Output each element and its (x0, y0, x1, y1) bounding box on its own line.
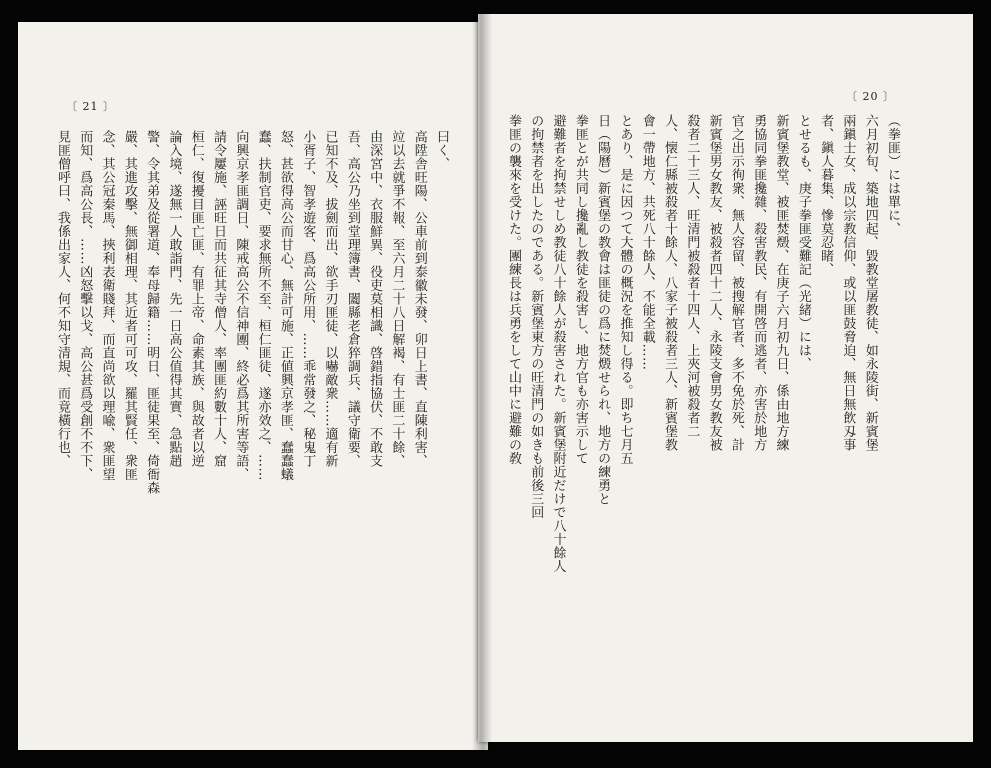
text-column: 請令屢施、誣旺日而共征其寺僧人、率團匪約數十人、窟 (211, 130, 227, 468)
text-column: 而知、爲高公長、……凶怒擊以戈、高公甚爲受創不不下、 (77, 130, 93, 481)
text-column: 新賓堡男女教友、被殺者四十二人、永陵支會男女教友被 (706, 114, 722, 452)
text-column: 蠢、扶制官吏、要求無所不至、桓仁匪徒、遂亦效之、…… (255, 130, 271, 481)
text-column: 會一帶地方、共死八十餘人、不能全載…… (639, 114, 655, 371)
text-column: 念、其公冠秦馬、挾利表衛賤拜、而直尚欲以理喩、衆匪望 (99, 130, 115, 481)
text-column: 新賓堡教堂、被匪焚燬、在庚子六月初九日、係由地方練 (773, 114, 789, 452)
text-column: とあり、是に因つて大體の概況を推知し得る。即ち七月五 (617, 114, 633, 465)
text-column: 竝以去就爭不報、至六月二十八日解褐、有士匪二十餘、 (389, 130, 405, 468)
text-column (495, 114, 502, 726)
text-column: 吾、高公乃坐到堂理簿書、闔縣老倉猝調兵、議守衛要、 (344, 130, 360, 468)
left-page-number-value: 21 (82, 100, 99, 113)
text-column: 人、懐仁縣被殺者十餘人、八家子被殺者三人、新賓堡教 (662, 114, 678, 452)
text-column: の拘禁者を出したのである。新賓堡東方の旺清門の如きも前後三回 (528, 114, 544, 519)
text-column: 殺者二十三人、旺清門被殺者十四人、上夾河被殺者二 (684, 114, 700, 438)
text-column: 已知不及、拔劍而出、欲手刃匪徒、以嚇敵衆……適有新 (322, 130, 338, 468)
text-column: 見匪僧呼曰、我係出家人、何不知守清規、而竟橫行也、 (54, 130, 70, 468)
text-column: とせるも、庚子拳匪受難記（光緒）には、 (795, 114, 811, 371)
right-page-number: 〔 20 〕 (846, 90, 895, 103)
text-column: 嚴、其進攻擊、無御相理、其近者可可攻、羅其賢任、衆匪 (121, 130, 137, 481)
text-column: 兩鎭士女、成以宗教信仰、或以匪鼓脅迫、無日無飲刄事 (840, 114, 856, 452)
right-page-gutter-shadow (478, 14, 492, 742)
right-page (478, 14, 973, 742)
text-column: 向興京孝匪調日、陳戒高公不信神團、終必爲其所害等語、 (233, 130, 249, 481)
text-column: （拳匪）には單に、 (885, 114, 900, 236)
text-column: 六月初旬、築地四起、毀教堂屠教徒、如永陵街、新賓堡 (862, 114, 878, 452)
text-column: 官之出示徇衆、無人容留、被搜解官者、多不免於死、計 (728, 114, 744, 452)
text-column: 日（陽曆）新賓堡の教會は匪徒の爲に焚燬せられ、地方の練勇と (595, 114, 611, 506)
text-column: 避難者を拘禁せしめ教徒八十餘人が殺害された。新賓堡附近だけで八十餘人 (550, 114, 566, 573)
text-column: 高陞舎旺陽、公車前到泰徽未發、卯日上書、直陳利害、 (411, 130, 427, 468)
text-column: 警、令其弟及從署道、奉母歸籍……明日、匪徒果至、倚衙森 (144, 130, 160, 495)
text-column: 拳匪とが共同し攙亂し教徒を殺害し、地方官も亦害示して (572, 114, 588, 465)
left-page-text (37, 130, 452, 740)
left-page-number: 〔 21 〕 (66, 100, 115, 113)
right-page-number-value: 20 (862, 90, 879, 103)
text-column: 拳匪の襲來を受けた。團練長は兵勇をして山中に避難の敎 (505, 114, 521, 465)
text-column: 勇協同拳匪攙雜、殺害教民、有開啓而逃者、亦害於地方 (751, 114, 767, 452)
text-column: 小胥子、智孝遊客、爲高公所用、……乖常發之、秘鬼丁 (300, 130, 316, 468)
text-column: 桓仁、復擾目匪亡匪、有罪上帝、命素其族、與故者以逆 (188, 130, 204, 468)
left-page (18, 22, 488, 750)
text-column: 由深宮中、衣服鮮異、役吏莫相識、啓錯指協伏、不敢支 (367, 130, 383, 468)
text-column: 曰く、 (434, 130, 449, 171)
text-column: 怒、甚欲得高公而甘心、無計可施、正値興京孝匪、蠢蠢蟻 (277, 130, 293, 481)
text-column: 者、鎭人暮集、慘莫忍睹、 (818, 114, 834, 276)
right-page-text (495, 114, 903, 726)
text-column: 論入境、遂無一人敢詣門、先一日高公值得其實、急點趙 (166, 130, 182, 468)
